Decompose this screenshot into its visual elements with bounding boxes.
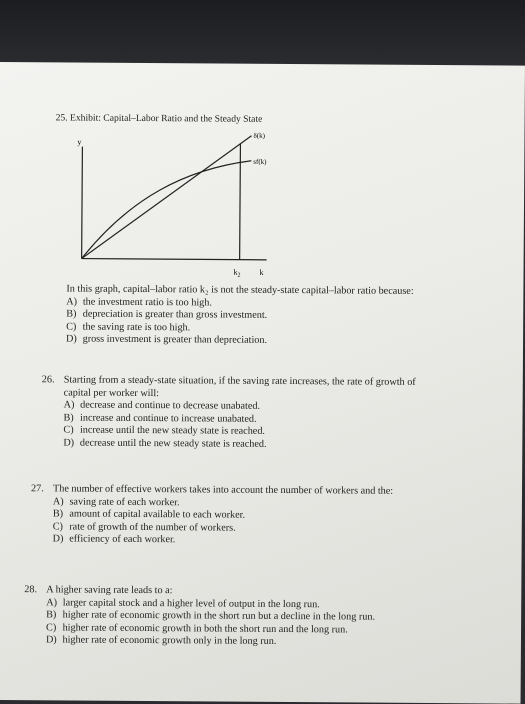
question-number: 27.: [30, 483, 44, 495]
question-27: [31, 483, 501, 549]
option-c[interactable]: C) increase until the new steady state is reached.: [63, 424, 266, 438]
question-26: [41, 374, 502, 453]
option-d[interactable]: D) higher rate of economic growth only in the long run.: [45, 634, 277, 648]
x-axis: [82, 259, 267, 260]
savings-label: sf(k): [253, 157, 267, 166]
question-stem: A higher saving rate leads to a:: [46, 584, 173, 597]
option-b[interactable]: B) increase and continue to increase unabated.: [63, 412, 257, 425]
exhibit-title: Exhibit: Capital–Labor Ratio and the Steady State: [69, 112, 263, 125]
question-number: 26.: [41, 374, 55, 386]
question-25-header: [56, 112, 263, 126]
savings-curve: [82, 160, 252, 260]
option-c[interactable]: C) higher rate of economic growth in both the short run and the long run.: [46, 622, 348, 636]
option-d[interactable]: D) decrease until the new steady state is reached.: [63, 437, 267, 450]
question-28: [24, 584, 504, 650]
k2-label: $k_2$: [233, 267, 241, 279]
option-d[interactable]: D) efficiency of each worker.: [52, 533, 176, 546]
option-a[interactable]: A) larger capital stock and a higher level of output in the long run.: [46, 596, 320, 610]
y-axis-label: y: [77, 137, 82, 147]
option-d[interactable]: D) gross investment is greater than depreciation.: [66, 333, 268, 347]
steady-state-graph: [68, 128, 269, 289]
dark-background: [0, 0, 525, 70]
option-c[interactable]: C) the saving rate is too high.: [66, 321, 191, 334]
question-number: 28.: [24, 584, 38, 596]
x-axis-label: k: [259, 267, 264, 277]
question-number: 25.: [55, 112, 68, 124]
question-stem: The number of effective workers takes into account the number of workers and the:: [52, 483, 394, 497]
k2-vertical-line: [240, 144, 241, 260]
option-c[interactable]: C) rate of growth of the number of workers.: [52, 521, 236, 534]
depreciation-line: [82, 135, 252, 260]
question-stem-line1: Starting from a steady-state situation, if the saving rate increases, the rate of growth of: [63, 374, 416, 388]
option-a[interactable]: A) saving rate of each worker.: [52, 495, 180, 508]
question-stem: In this graph, capital–labor ratio k₂ is not the steady-state capital–labor ratio because:: [66, 283, 414, 297]
depreciation-label: δ(k): [253, 131, 265, 140]
option-a[interactable]: A) the investment ratio is too high.: [66, 296, 212, 309]
option-a[interactable]: A) decrease and continue to decrease unabated.: [63, 399, 261, 413]
option-b[interactable]: B) amount of capital available to each worker.: [52, 508, 246, 521]
question-stem-line2: capital per worker will:: [63, 387, 160, 399]
question-25-body: [66, 283, 506, 349]
exam-page: [0, 62, 525, 704]
option-b[interactable]: B) higher rate of economic growth in the short run but a decline in the long run.: [46, 609, 376, 623]
y-axis: [82, 147, 83, 259]
option-b[interactable]: B) depreciation is greater than gross investment.: [66, 308, 268, 322]
